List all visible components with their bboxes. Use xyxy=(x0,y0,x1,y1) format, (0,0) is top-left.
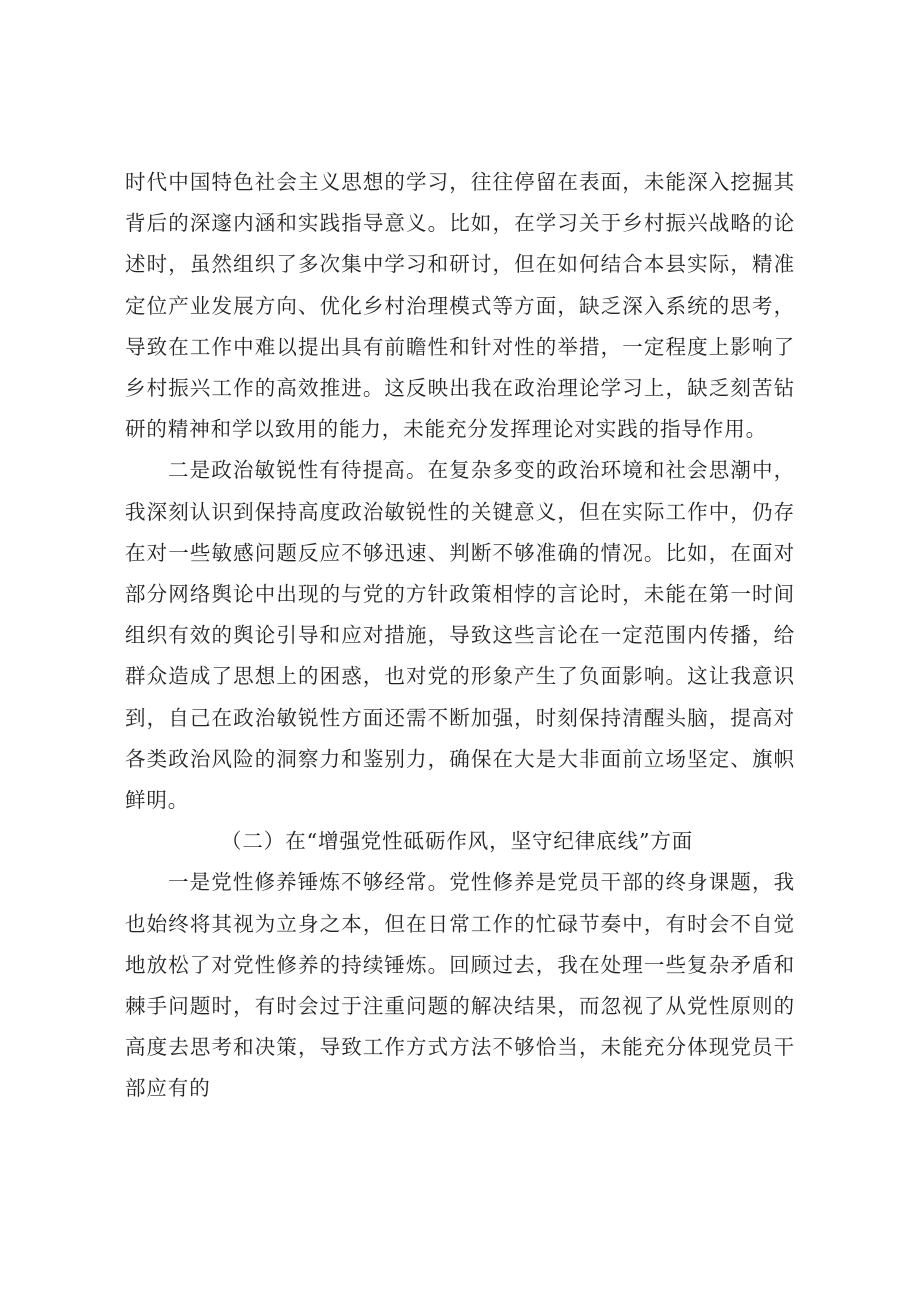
document-body xyxy=(125,162,795,1110)
paragraph-party-cultivation: 一是党性修养锤炼不够经常。党性修养是党员干部的终身课题，我也始终将其视为立身之本，但在日常工作的忙碌节奏中，有时会不自觉地放松了对党性修养的持续锤炼。回顾过去，我在处理一些复杂矛盾和棘手问题时，有时会过于注重问题的解决结果，而忽视了从党性原则的高度去思考和决策，导致工作方式方法不够恰当，未能充分体现党员干部应有的 xyxy=(125,870,795,1101)
paragraph-continuation: 时代中国特色社会主义思想的学习，往往停留在表面，未能深入挖掘其背后的深邃内涵和实践指导意义。比如，在学习关于乡村振兴战略的论述时，虽然组织了多次集中学习和研讨，但在如何结合本县实际，精准定位产业发展方向、优化乡村治理模式等方面，缺乏深入系统的思考，导致在工作中难以提出具有前瞻性和针对性的举措，一定程度上影响了乡村振兴工作的高效推进。这反映出我在政治理论学习上，缺乏刻苦钻研的精神和学以致用的能力，未能充分发挥理论对实践的指导作用。 xyxy=(125,170,795,442)
paragraph-political-sensitivity: 二是政治敏锐性有待提高。在复杂多变的政治环境和社会思潮中，我深刻认识到保持高度政治敏锐性的关键意义，但在实际工作中，仍存在对一些敏感问题反应不够迅速、判断不够准确的情况。比如，在面对部分网络舆论中出现的与党的方针政策相悖的言论时，未能在第一时间组织有效的舆论引导和应对措施，导致这些言论在一定范围内传播，给群众造成了思想上的困惑，也对党的形象产生了负面影响。这让我意识到，自己在政治敏锐性方面还需不断加强，时刻保持清醒头脑，提高对各类政治风险的洞察力和鉴别力，确保在大是大非面前立场坚定、旗帜鲜明。 xyxy=(125,458,795,813)
section-heading: （二）在“增强党性砥砺作风，坚守纪律底线”方面 xyxy=(221,829,694,854)
